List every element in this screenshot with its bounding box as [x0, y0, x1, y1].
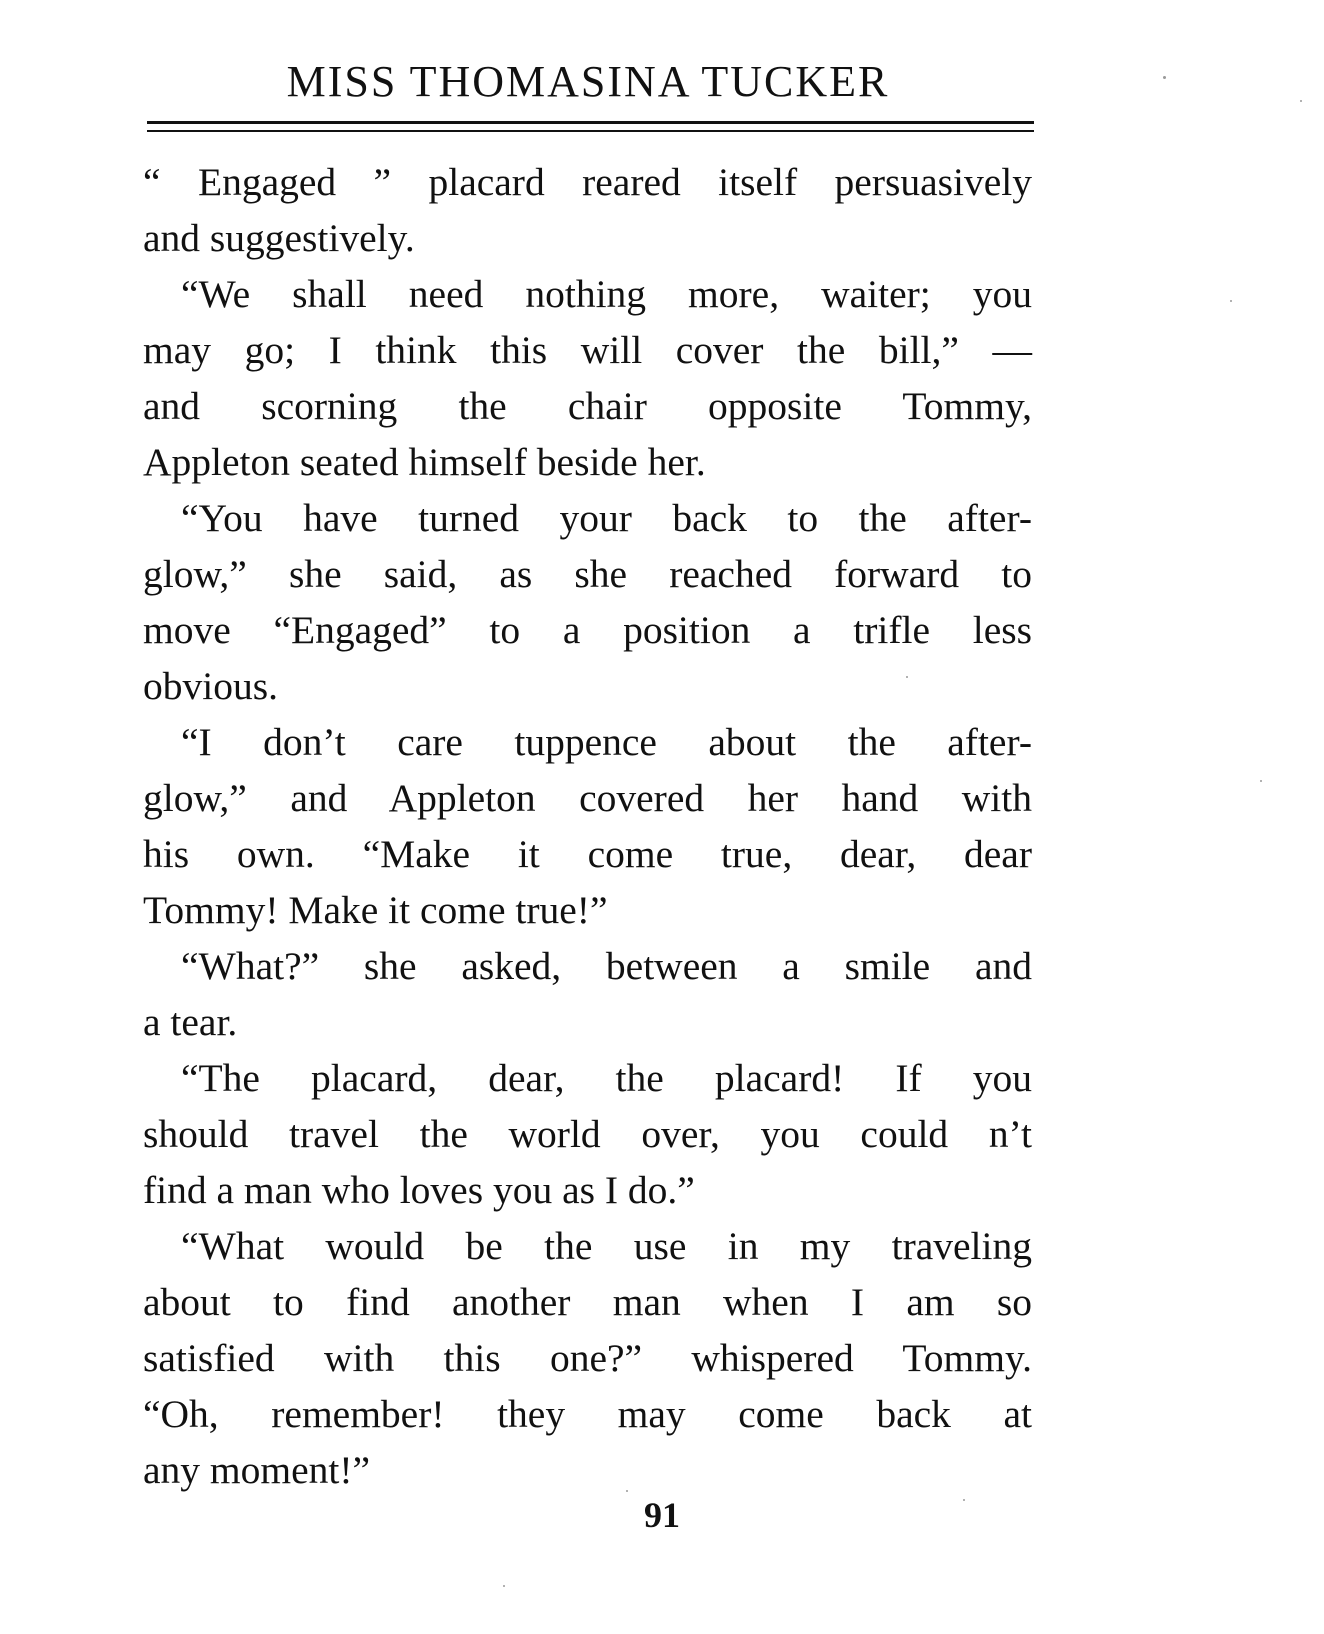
text-line: “ Engaged ” placard reared itself persuasively [143, 160, 1032, 204]
text-line: a tear. [143, 1000, 238, 1044]
header-rule-thin [147, 130, 1034, 132]
text-line: “What would be the use in my traveling [181, 1224, 1032, 1268]
text-line: glow,” she said, as she reached forward to [143, 552, 1032, 596]
text-line: and suggestively. [143, 216, 415, 260]
text-line: “We shall need nothing more, waiter; you [181, 272, 1032, 316]
body-text [143, 154, 1032, 1498]
text-line: may go; I think this will cover the bill,” — [143, 328, 1032, 372]
scan-speck [906, 676, 908, 678]
running-head-title: MISS THOMASINA TUCKER [286, 57, 890, 106]
scan-speck [626, 1490, 628, 1492]
scan-speck [503, 1585, 505, 1587]
text-line: Tommy! Make it come true!” [143, 888, 608, 932]
text-line: “You have turned your back to the after- [181, 496, 1032, 540]
scan-speck [1163, 76, 1166, 79]
text-line: glow,” and Appleton covered her hand with [143, 776, 1032, 820]
text-line: find a man who loves you as I do.” [143, 1168, 695, 1212]
text-line: “I don’t care tuppence about the after- [181, 720, 1032, 764]
page-number: 91 [644, 1495, 680, 1535]
text-line: satisfied with this one?” whispered Tommy. [143, 1336, 1032, 1380]
text-line: Appleton seated himself beside her. [143, 440, 706, 484]
text-line: any moment!” [143, 1448, 371, 1492]
header-rule-thick [147, 121, 1034, 124]
scan-speck [1260, 780, 1262, 782]
text-line: obvious. [143, 664, 278, 708]
scan-speck [1230, 300, 1232, 302]
text-line: move “Engaged” to a position a trifle less [143, 608, 1032, 652]
text-line: his own. “Make it come true, dear, dear [143, 832, 1032, 876]
scan-speck [1300, 100, 1302, 102]
text-line: “Oh, remember! they may come back at [143, 1392, 1032, 1436]
text-line: “What?” she asked, between a smile and [181, 944, 1032, 988]
text-line: and scorning the chair opposite Tommy, [143, 384, 1032, 428]
scan-speck [963, 1499, 965, 1501]
text-line: “The placard, dear, the placard! If you [181, 1056, 1032, 1100]
text-line: about to find another man when I am so [143, 1280, 1032, 1324]
text-line: should travel the world over, you could n’t [143, 1112, 1032, 1156]
